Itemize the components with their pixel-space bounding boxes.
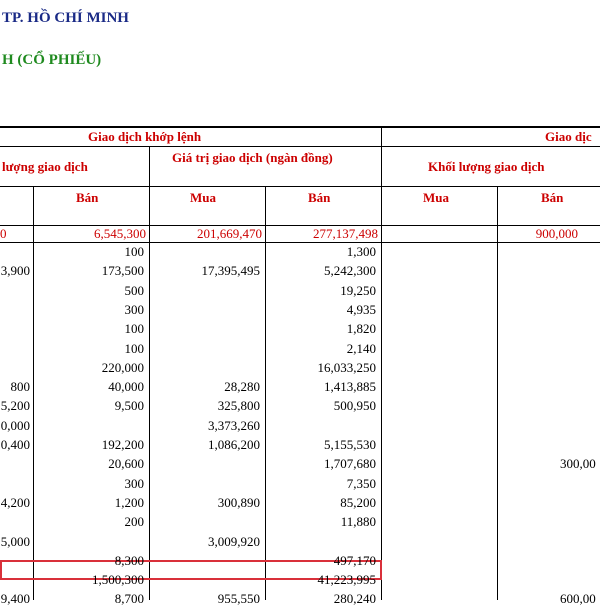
table-cell-r8-c0: 5,200: [0, 398, 30, 413]
table-cell-r14-c1: 200: [124, 514, 144, 529]
table-cell-r8-c3: 500,950: [333, 398, 376, 413]
table-cell-r4-c3: 1,820: [346, 321, 376, 336]
table-cell-r15-c0: 5,000: [0, 534, 30, 549]
header-group-right: Giao dịc: [545, 129, 592, 144]
table-cell-r18-c1: 8,700: [114, 591, 144, 606]
table-cell-r3-c3: 4,935: [346, 302, 376, 317]
table-cell-r1-c2: 17,395,495: [201, 263, 260, 278]
header-buy-3: Mua: [423, 190, 449, 205]
table-cell-r5-c3: 2,140: [346, 341, 376, 356]
table-cell-r9-c0: 0,000: [0, 418, 30, 433]
table-cell-r13-c3: 85,200: [340, 495, 376, 510]
col-divider-2: [149, 146, 150, 600]
table-cell-r7-c0: 800: [10, 379, 30, 394]
table-cell-r2-c1: 500: [124, 283, 144, 298]
table-cell-r10-c0: 0,400: [0, 437, 30, 452]
table-cell-r18-c3: 280,240: [333, 591, 376, 606]
table-cell-r18-c0: 9,400: [0, 591, 30, 606]
table-cell-r4-c1: 100: [124, 321, 144, 336]
report-title-line2: H (CỔ PHIẾU): [2, 52, 102, 68]
header-vol-right: Khối lượng giao dịch: [428, 159, 545, 174]
table-cell-r6-c1: 220,000: [101, 360, 144, 375]
table-cell-r8-c1: 9,500: [114, 398, 144, 413]
table-cell-r10-c3: 5,155,530: [324, 437, 376, 452]
header-sell-2: Bán: [308, 190, 331, 205]
table-cell-r9-c2: 3,373,260: [208, 418, 260, 433]
table-cell-r11-c3: 1,707,680: [324, 456, 376, 471]
report-title-line1: TP. HỒ CHÍ MINH: [2, 10, 129, 26]
table-cell-r11-c1: 20,600: [108, 456, 144, 471]
table-cell-r7-c3: 1,413,885: [324, 379, 376, 394]
header-sell-1: Bán: [76, 190, 99, 205]
header-group-matched: Giao dịch khớp lệnh: [88, 129, 202, 144]
table-cell-r7-c2: 28,280: [224, 379, 260, 394]
table-cell-r5-c1: 100: [124, 341, 144, 356]
table-cell-r1-c1: 173,500: [101, 263, 144, 278]
table-cell-r12-c1: 300: [124, 476, 144, 491]
col-divider-5: [497, 186, 498, 600]
table-cell-r8-c2: 325,800: [217, 398, 260, 413]
table-cell-r14-c3: 11,880: [340, 514, 376, 529]
total-cell-col2: 201,669,470: [197, 226, 262, 241]
table-cell-r1-c0: 3,900: [0, 263, 30, 278]
header-vol-matched: lượng giao dịch: [2, 159, 88, 174]
table-cell-r13-c2: 300,890: [217, 495, 260, 510]
table-cell-r11-c5: 300,00: [560, 456, 596, 471]
table-cell-r12-c3: 7,350: [346, 476, 376, 491]
table-group-border: [0, 146, 600, 147]
table-cell-r13-c0: 4,200: [0, 495, 30, 510]
table-cell-r7-c1: 40,000: [108, 379, 144, 394]
col-divider-4: [381, 126, 382, 600]
total-cell-col0: 0: [0, 226, 7, 241]
total-cell-col1: 6,545,300: [94, 226, 146, 241]
table-cell-r18-c5: 600,00: [560, 591, 596, 606]
total-cell-col3: 277,137,498: [313, 226, 378, 241]
header-buy-2: Mua: [190, 190, 216, 205]
table-cell-r2-c3: 19,250: [340, 283, 376, 298]
table-cell-r18-c2: 955,550: [217, 591, 260, 606]
table-cell-r15-c2: 3,009,920: [208, 534, 260, 549]
table-cell-r0-c3: 1,300: [346, 244, 376, 259]
table-cell-r1-c3: 5,242,300: [324, 263, 376, 278]
table-cell-r10-c2: 1,086,200: [208, 437, 260, 452]
table-cell-r6-c3: 16,033,250: [317, 360, 376, 375]
table-cell-r13-c1: 1,200: [114, 495, 144, 510]
table-cell-r17-c1: 1,500,300: [92, 572, 144, 587]
table-cell-r17-c3: 41,223,995: [317, 572, 376, 587]
table-cell-r0-c1: 100: [124, 244, 144, 259]
header-sell-3: Bán: [541, 190, 564, 205]
table-subheader-border: [0, 186, 600, 187]
header-val-matched: Giá trị giao dịch (ngàn đồng): [172, 150, 333, 165]
table-cell-r16-c3: 497,170: [333, 553, 376, 568]
table-cell-r16-c1: 8,300: [114, 553, 144, 568]
total-cell-col5: 900,000: [535, 226, 578, 241]
table-cell-r10-c1: 192,200: [101, 437, 144, 452]
table-cell-r3-c1: 300: [124, 302, 144, 317]
